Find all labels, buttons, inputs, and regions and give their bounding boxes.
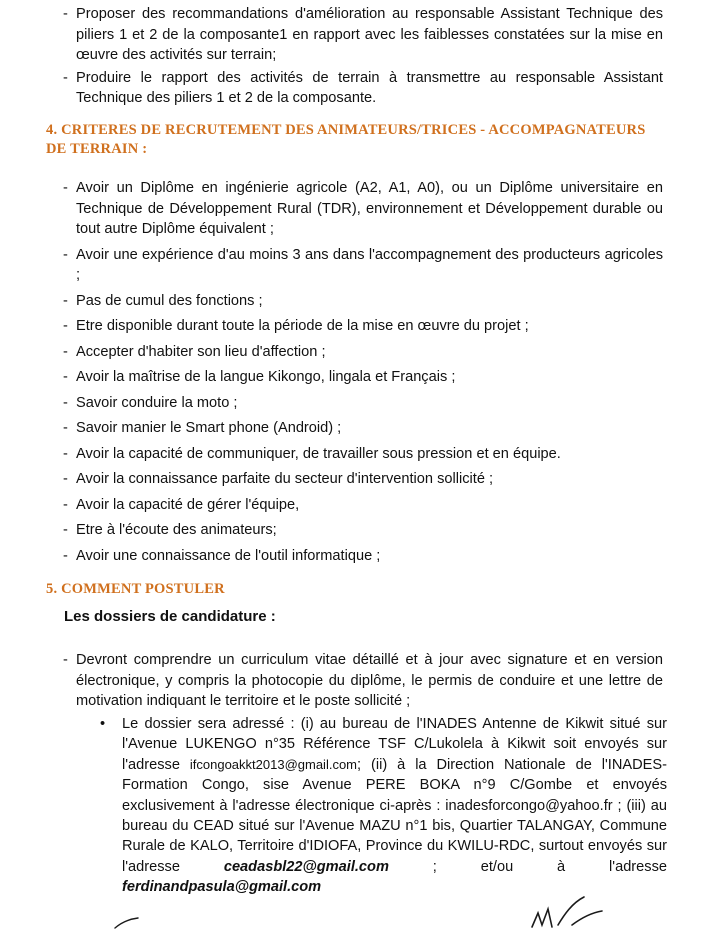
item-text: Savoir manier le Smart phone (Android) ; — [76, 420, 342, 436]
email-link-cead[interactable]: ceadasbl22@gmail.com — [223, 858, 389, 875]
application-list — [0, 650, 711, 712]
list-item — [0, 393, 711, 414]
item-text: Avoir un Diplôme en ingénierie agricole (A2, A1, A0), ou un Diplôme universitaire en Technique de Développement Rural (TDR), environnement et Développement durable ou tout autre Diplôme équivalent ; — [76, 180, 663, 237]
bullet-text-part-1: Le dossier sera adressé : (i) au bureau de l'INADES Antenne de Kikwit situé sur l'Avenue LUKENGO n°35 Référence TSF C/Lukolela à Kikwit soit envoyés sur l'adresse — [122, 716, 667, 773]
dash-marker: - — [63, 180, 68, 196]
dash-marker: - — [63, 522, 68, 538]
section-4-heading: 4. CRITERES DE RECRUTEMENT DES ANIMATEURS/TRICES - ACCOMPAGNATEURS DE TERRAIN : — [46, 122, 646, 157]
item-text: Avoir une connaissance de l'outil informatique ; — [76, 547, 381, 564]
item-text: Produire le rapport des activités de terrain à transmettre au responsable Assistant Technique des piliers 1 et 2 de la composante. — [76, 69, 663, 106]
item-text: Avoir la capacité de communiquer, de travailler sous pression et en équipe. — [76, 445, 561, 462]
section-5-heading: 5. COMMENT POSTULER — [46, 581, 225, 597]
dash-marker: - — [63, 547, 68, 564]
list-item — [0, 418, 711, 439]
email-link-inades[interactable]: inadesforcongo@yahoo.fr — [445, 797, 613, 814]
item-text: Proposer des recommandations d'amélioration au responsable Assistant Technique des piliers 1 et 2 de la composante1 en rapport avec les faiblesses constatées sur la mise en œuvre des activités sur terrain; — [76, 6, 663, 63]
bullet-item — [100, 714, 667, 898]
list-item — [0, 650, 711, 712]
list-item — [0, 342, 711, 363]
criteria-list — [0, 178, 711, 566]
list-item — [0, 444, 711, 465]
list-item — [0, 469, 711, 490]
dash-marker: - — [63, 394, 68, 411]
list-item — [0, 178, 711, 240]
item-text: Etre disponible durant toute la période de la mise en œuvre du projet ; — [76, 318, 529, 334]
dash-marker: - — [63, 246, 68, 263]
bullet-text-part-3: ; (iii) au bureau du CEAD situé sur l'Avenue MAZU n°1 bis, Quartier TALANGAY, Commune Rurale de KALO, Territoire d'IDIOFA, Province du KWILU-RDC, surtout envoyés sur l'adresse — [122, 797, 667, 875]
list-item — [0, 245, 711, 286]
dash-marker: - — [63, 292, 68, 309]
email-link-ifcongo[interactable]: ifcongoakkt2013@gmail.com — [189, 756, 358, 772]
dash-marker: - — [63, 496, 68, 513]
dash-marker: - — [63, 6, 68, 22]
bullet-text-part-2: ; (ii) à la Direction Nationale de l'INADES-Formation Congo, sise Avenue PERE BOKA n°9 C/Gombe et envoyés exclusivement à l'adresse électronique ci-après : — [122, 756, 667, 814]
item-text: Avoir la maîtrise de la langue Kikongo, lingala et Français ; — [76, 369, 456, 385]
list-item — [0, 291, 711, 312]
list-item — [0, 316, 711, 337]
dash-marker: - — [63, 343, 68, 360]
item-text: Accepter d'habiter son lieu d'affection ; — [76, 343, 326, 360]
list-item — [0, 520, 711, 541]
item-text: Devront comprendre un curriculum vitae détaillé et à jour avec signature et en version électronique, y compris la photocopie du diplôme, le permis de conduire et une lettre de motivation indiquant le territoire et le poste sollicité ; — [76, 652, 663, 709]
dash-marker: - — [63, 445, 68, 462]
bullet-text-part-4: ; et/ou à l'adresse — [388, 858, 667, 875]
dash-marker: - — [63, 318, 68, 334]
list-item — [0, 546, 711, 567]
dash-marker: - — [63, 420, 68, 436]
item-text: Etre à l'écoute des animateurs; — [76, 522, 277, 538]
dash-marker: - — [63, 69, 68, 86]
item-text: Pas de cumul des fonctions ; — [76, 292, 263, 309]
list-item — [0, 68, 711, 109]
signature-mark — [528, 895, 608, 930]
section-5-subheading: Les dossiers de candidature : — [64, 608, 276, 625]
initial-mark — [112, 916, 142, 930]
item-text: Savoir conduire la moto ; — [76, 394, 238, 411]
item-text: Avoir une expérience d'au moins 3 ans dans l'accompagnement des producteurs agricoles ; — [76, 246, 663, 283]
top-list — [0, 4, 711, 109]
list-item — [0, 367, 711, 388]
dash-marker: - — [63, 369, 68, 385]
dash-marker: - — [63, 652, 68, 668]
list-item — [0, 495, 711, 516]
item-text: Avoir la connaissance parfaite du secteur d'intervention sollicité ; — [76, 471, 494, 487]
item-text: Avoir la capacité de gérer l'équipe, — [76, 496, 300, 513]
email-link-ferdinand[interactable]: ferdinandpasula@gmail.com — [122, 879, 322, 896]
bullet-marker: • — [100, 716, 106, 732]
list-item — [0, 4, 711, 66]
dash-marker: - — [63, 471, 68, 487]
